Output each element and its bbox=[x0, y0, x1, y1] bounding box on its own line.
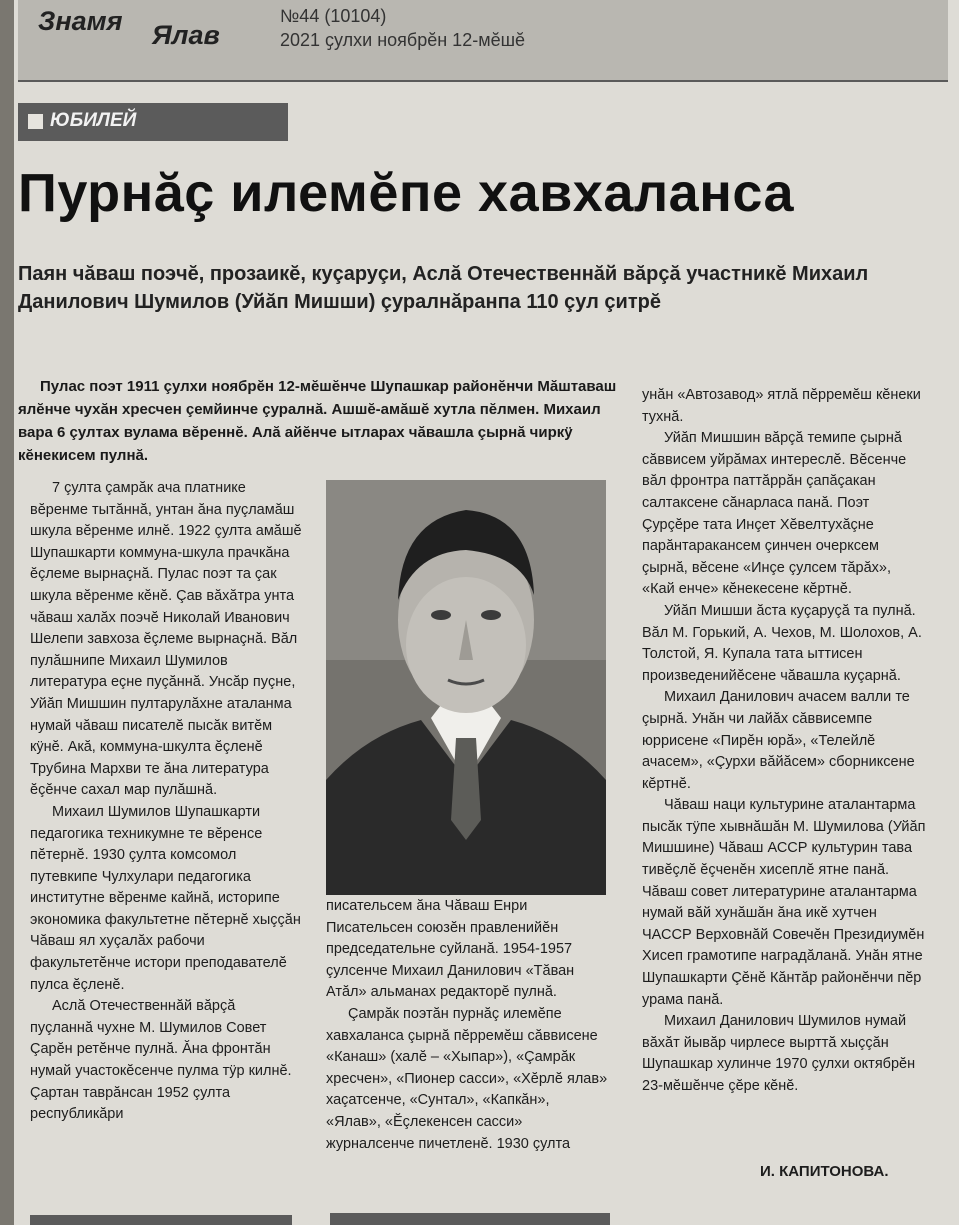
article-subtitle: Паян чăваш поэчĕ, прозаикĕ, куçаруçи, Аслă Отечественнăй вăрçă участникĕ Михаил Данилович Шумилов (Уйăп Мишши) çуралнăранпа 110 çул çитрĕ bbox=[18, 263, 869, 313]
paragraph: Михаил Шумилов Шупашкарти педагогика техникумне те вĕренсе пĕтернĕ. 1930 çулта комсомол путевкипе Чулхулари педагогика институтне вĕренме кайнă, историпе экономика факультетне пĕтернĕ хыççăн Чăваш ял хуçалăх рабочи факультетĕнче истори преподавателĕ пулса ĕçленĕ. bbox=[30, 803, 301, 993]
issue-number: №44 (10104) bbox=[280, 6, 387, 26]
masthead bbox=[18, 0, 948, 82]
page-edge bbox=[0, 0, 14, 1225]
rubric-label: ЮБИЛЕЙ bbox=[50, 110, 137, 131]
paragraph: Уйăп Мишшин вăрçă темипе çырнă сăввисем уйрăмах интереслĕ. Вĕсенче вăл фронтра паттăррăн çапăçакан салтаксене сăнарласа панă. Поэт Çурçĕре тата Инçет Хĕвелтухăçне парăнтаракансем çинчен очерксем çырнă, вĕсене «Инçе çулсем тăрăх», «Кай енче» кĕнекесене кĕртнĕ. bbox=[642, 430, 907, 598]
logo-word-1: Знамя bbox=[38, 6, 123, 36]
article-headline: Пурнăç илемĕпе хавхаланса bbox=[18, 163, 795, 223]
article-lead: Пулас поэт 1911 çулхи ноябрĕн 12-мĕшĕнче Шупашкар районĕнчи Мăштаваш ялĕнче чухăн хресчен çемйинче çуралнă. Ашшĕ-амăшĕ хутла пĕлмен. Михаил вара 6 çултах вулама вĕреннĕ. Алă айĕнче ытларах чăвашла çырнă чиркÿ кĕнекисем пулнă. bbox=[18, 378, 617, 464]
next-rubric-bar bbox=[30, 1215, 292, 1225]
logo-word-2: Ялав bbox=[152, 20, 220, 50]
next-rubric-bar bbox=[330, 1213, 610, 1225]
portrait-photo bbox=[326, 480, 606, 895]
portrait-illustration bbox=[326, 480, 606, 895]
issue-date: 2021 ҫулхи ноябрӗн 12-мӗшӗ bbox=[280, 30, 526, 50]
right-column bbox=[642, 385, 926, 1098]
paragraph: Аслă Отечественнăй вăрçă пуçланнă чухне М. Шумилов Совет Çарĕн ретĕнче пулнă. Ăна фронтăн нумай участокĕсенче пулма тÿр килнĕ. Çартан таврăнсан 1952 çулта республикăри bbox=[30, 998, 292, 1123]
middle-column bbox=[326, 896, 608, 1155]
rubric-square-icon bbox=[28, 114, 43, 129]
paragraph: Çамрăк поэтăн пурнăç илемĕпе хавхаланса çырнă пĕрремĕш сăввисене «Канаш» (халĕ – «Хыпар»), «Çамрăк хресчен», «Пионер сасси», «Хĕрлĕ ялав» хаçатсенче, «Сунтал», «Капкăн», «Ялав», «Ĕçлекенсен сасси» журналсенче пичетленĕ. 1930 çулта bbox=[326, 1005, 608, 1152]
paragraph: 7 çулта çамрăк ача платнике вĕренме тытăннă, унтан ăна пуçламăш шкула вĕренме илнĕ. 1922 çулта амăшĕ Шупашкарти коммуна-шкула прачкăна ĕçлеме вырнаçнă. Пулас поэт та çак шкула вĕренме кĕнĕ. Çав вăхăтра унта чăваш халăх поэчĕ Николай Иванович Шелепи завхоза ĕçлеме вырнаçнă. Вăл пулăшнипе Михаил Шумилов литература еçне пуçăннă. Унсăр пуçне, Уйăп Мишшин пултарулăхне аталанма нумай чăваш писателĕ пысăк витĕм кÿнĕ. Акă, коммуна-шкулта ĕçленĕ Трубина Мархви те ăна литература ĕçĕнче сахал мар пулăшнă. bbox=[30, 480, 302, 799]
section-rubric bbox=[18, 103, 288, 141]
left-column bbox=[30, 478, 302, 1190]
paragraph: писательсем ăна Чăваш Енри Писательсен союзĕн правленийĕн председательне суйланă. 1954-1957 çулсенче Михаил Данилович «Тăван Атăл» альманах редакторĕ пулнă. bbox=[326, 898, 575, 1001]
paragraph: Чăваш наци культурине аталантарма пысăк тÿпе хывнăшăн М. Шумилова (Уйăп Мишшине) Чăваш АССР культурин тава тивĕçлĕ ĕçченĕн хисеплĕ ятне панă. Чăваш совет литературине аталантарма нумай вăй хунăшăн ăна икĕ хутчен ЧАССР Верховнăй Совечĕн Президиумĕн Хисеп грамотипе наградăланă. Унăн ятне Шупашкарти Çĕнĕ Кăнтăр районĕнчи пĕр урама панă. bbox=[642, 797, 926, 1008]
paragraph: Уйăп Мишши ăста куçаруçă та пулнă. Вăл М. Горький, А. Чехов, М. Шолохов, А. Толстой, Я. Купала тата ыттисен произведенийĕсене чăвашла куçарнă. bbox=[642, 602, 922, 684]
paragraph: Михаил Данилович Шумилов нумай вăхăт йывăр чирлесе вырттă хыççăн Шупашкар хулинче 1970 çулхи октябрĕн 23-мĕшĕнче çĕре кĕнĕ. bbox=[642, 1013, 916, 1094]
author-signature: И. КАПИТОНОВА. bbox=[760, 1163, 889, 1180]
paragraph: унăн «Автозавод» ятлă пĕрремĕш кĕнеки тухнă. bbox=[642, 387, 921, 425]
paragraph: Михаил Данилович ачасем валли те çырнă. Унăн чи лайăх сăввисемпе юррисене «Пирĕн юрă», «Телейлĕ ачасем», «Çурхи вăйăсем» сборниксене кĕртнĕ. bbox=[642, 689, 915, 792]
